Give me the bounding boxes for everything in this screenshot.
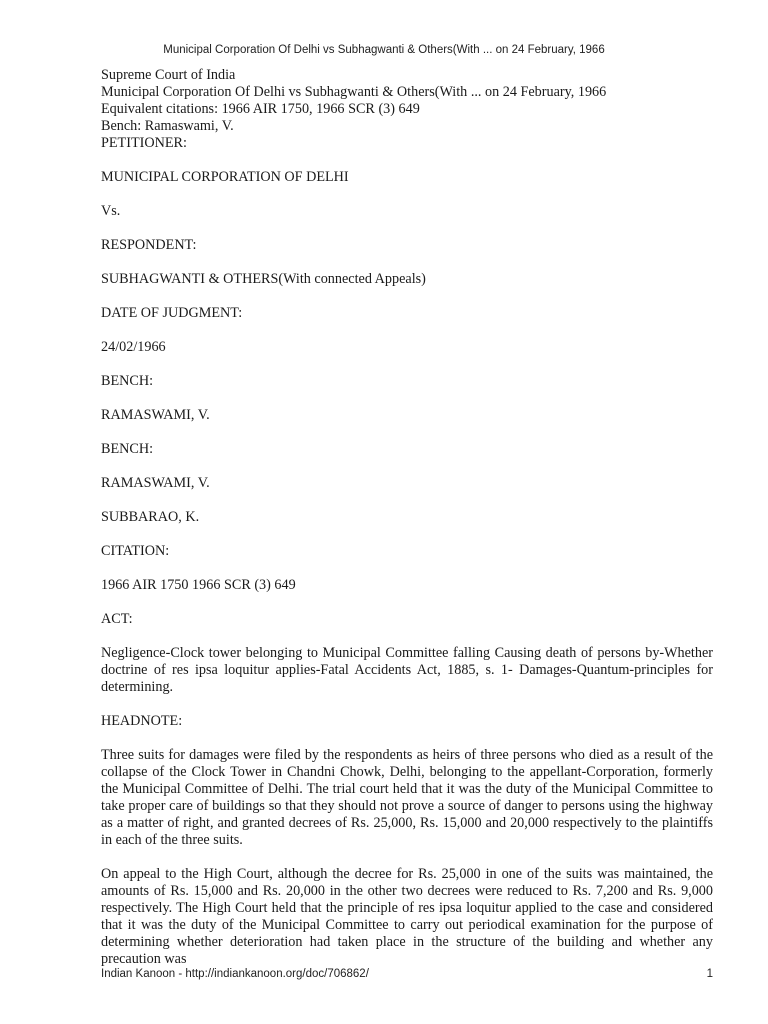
running-header: Municipal Corporation Of Delhi vs Subhagwanti & Others(With ... on 24 February, 1966 — [163, 44, 605, 56]
equivalent-citations: Equivalent citations: 1966 AIR 1750, 1966 SCR (3) 649 — [101, 101, 420, 117]
date-of-judgment-label: DATE OF JUDGMENT: — [101, 305, 243, 321]
petitioner-label: PETITIONER: — [101, 135, 187, 151]
bench-judge: SUBBARAO, K. — [101, 509, 200, 525]
headnote-label: HEADNOTE: — [101, 713, 183, 729]
page-number: 1 — [706, 968, 713, 980]
bench-judge: RAMASWAMI, V. — [101, 475, 210, 491]
court-name: Supreme Court of India — [101, 67, 236, 83]
headnote-paragraph: On appeal to the High Court, although the decree for Rs. 25,000 in one of the suits was maintained, the amounts of Rs. 15,000 and Rs. 20,000 in the other two decrees were reduced to Rs. 7,200 and Rs. 9,000 respectively. The High Court held that the principle of res ipsa loquitur applied to the case and considered that it was the duty of the Municipal Committee to carry out periodical examination for the purpose of determining whether deterioration had taken place in the structure of the building and whether any precaution was — [101, 866, 713, 967]
bench-judge: RAMASWAMI, V. — [101, 407, 210, 423]
bench-label: BENCH: — [101, 441, 154, 457]
bench-label: BENCH: — [101, 373, 154, 389]
act-paragraph: Negligence-Clock tower belonging to Municipal Committee falling Causing death of persons by-Whether doctrine of res ipsa loquitur applies-Fatal Accidents Act, 1885, s. 1- Damages-Quantum-principles for determining. — [101, 645, 713, 695]
versus-text: Vs. — [101, 203, 121, 219]
petitioner-name: MUNICIPAL CORPORATION OF DELHI — [101, 169, 349, 185]
source-link[interactable]: Indian Kanoon - http://indiankanoon.org/doc/706862/ — [101, 968, 369, 980]
document-body — [101, 67, 713, 968]
citation-label: CITATION: — [101, 543, 170, 559]
respondent-label: RESPONDENT: — [101, 237, 197, 253]
date-of-judgment: 24/02/1966 — [101, 339, 166, 355]
act-label: ACT: — [101, 611, 133, 627]
citation-text: 1966 AIR 1750 1966 SCR (3) 649 — [101, 577, 296, 593]
bench-line: Bench: Ramaswami, V. — [101, 118, 234, 134]
respondent-name: SUBHAGWANTI & OTHERS(With connected Appeals) — [101, 271, 426, 287]
case-title: Municipal Corporation Of Delhi vs Subhagwanti & Others(With ... on 24 February, 1966 — [101, 84, 607, 100]
headnote-paragraph: Three suits for damages were filed by the respondents as heirs of three persons who died as a result of the collapse of the Clock Tower in Chandni Chowk, Delhi, belonging to the appellant-Corporation, formerly the Municipal Committee of Delhi. The trial court held that it was the duty of the Municipal Committee to take proper care of buildings so that they should not prove a source of danger to persons using the highway as a matter of right, and granted decrees of Rs. 25,000, Rs. 15,000 and 20,000 respectively to the plaintiffs in each of the three suits. — [101, 747, 713, 848]
